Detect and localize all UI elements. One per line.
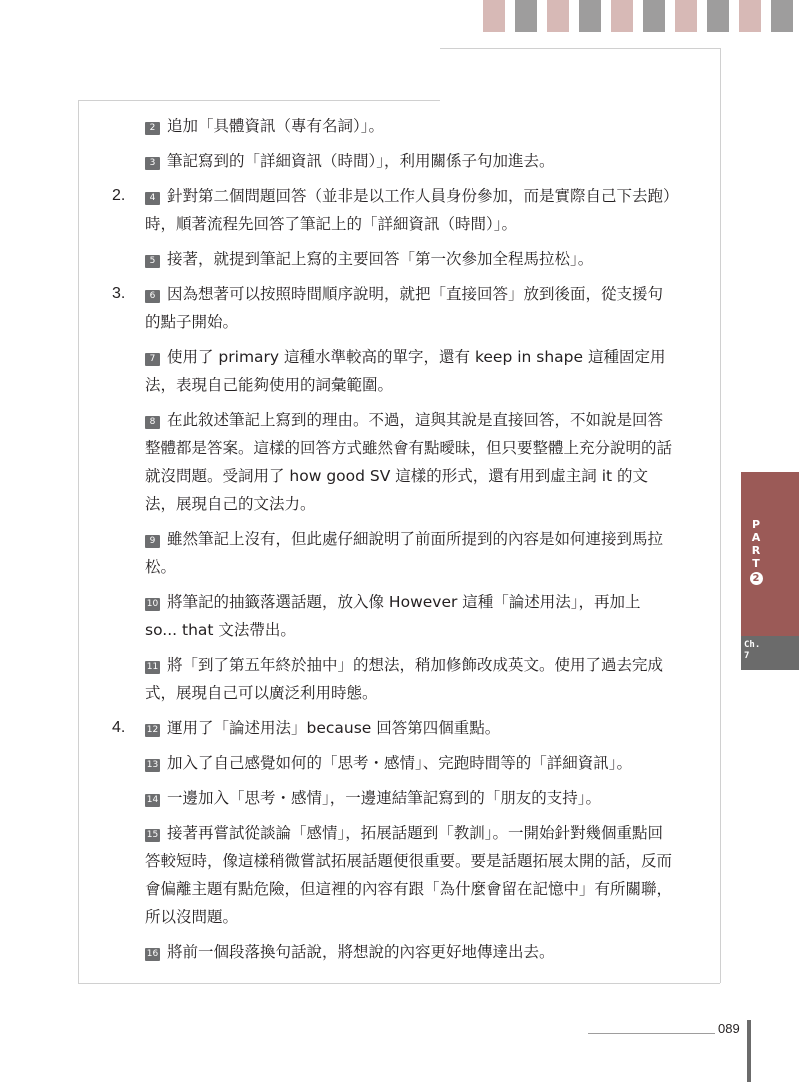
list-item xyxy=(112,749,672,777)
stripe xyxy=(707,0,729,32)
item-badge: 3 xyxy=(145,157,160,170)
frame-corner xyxy=(440,48,721,101)
stripe xyxy=(579,0,601,32)
stripe xyxy=(515,0,537,32)
item-badge: 10 xyxy=(146,599,159,609)
stripe xyxy=(611,0,633,32)
frame-line-right xyxy=(720,100,721,983)
list-item xyxy=(112,651,672,707)
item-text: 針對第二個問題回答（並非是以工作人員身份參加，而是實際自己下去跑）時，順著流程先回答了筆記上的「詳細資訊（時間）」。 xyxy=(145,187,671,233)
chapter-prefix: Ch. xyxy=(744,640,761,650)
item-badge: 5 xyxy=(145,255,160,268)
page-number: 089 xyxy=(718,1021,740,1036)
stripe xyxy=(675,0,697,32)
item-text: 將前一個段落換句話說，將想說的內容更好地傳達出去。 xyxy=(167,943,555,961)
notes-content xyxy=(112,112,672,973)
part-number: 2 xyxy=(750,572,763,585)
item-text: 使用了 primary 這種水準較高的單字，還有 keep in shape 這種固定用法，表現自己能夠使用的詞彙範圍。 xyxy=(145,348,666,394)
item-badge: 12 xyxy=(146,725,159,735)
item-badge: 4 xyxy=(145,192,160,205)
item-text: 雖然筆記上沒有，但此處仔細說明了前面所提到的內容是如何連接到馬拉松。 xyxy=(145,530,664,576)
chapter-label xyxy=(744,640,760,662)
item-badge: 13 xyxy=(146,760,159,770)
item-badge: 7 xyxy=(145,353,160,366)
item-text: 接著再嘗試從談論「感情」，拓展話題到「教訓」。一開始針對幾個重點回答較短時，像這樣稍微嘗試拓展話題便很重要。要是話題拓展太開的話，反而會偏離主題有點危險，但這裡的內容有跟「為什麼會留在記憶中」有所關聯，所以沒問題。 xyxy=(145,824,673,926)
page-number-rule xyxy=(588,1033,715,1034)
item-text: 接著，就提到筆記上寫的主要回答「第一次參加全程馬拉松」。 xyxy=(167,250,594,268)
list-item xyxy=(112,714,672,742)
item-text: 因為想著可以按照時間順序說明，就把「直接回答」放到後面，從支援句的點子開始。 xyxy=(145,285,664,331)
list-item xyxy=(112,147,672,175)
part-label xyxy=(748,518,764,585)
item-badge: 9 xyxy=(145,535,160,548)
item-badge: 8 xyxy=(145,416,160,429)
part-letter: T xyxy=(752,557,760,570)
item-text: 在此敘述筆記上寫到的理由。不過，這與其說是直接回答，不如說是回答整體都是答案。這樣的回答方式雖然會有點曖昧，但只要整體上充分說明的話就沒問題。受詞用了 how good SV 這樣的形式，還有用到虛主詞 it 的文法，展現自己的文法力。 xyxy=(145,411,673,513)
part-letter: R xyxy=(751,544,761,557)
page-edge-bar xyxy=(747,1020,751,1082)
item-text: 將筆記的抽籤落選話題，放入像 However 這種「論述用法」，再加上 so... that 文法帶出。 xyxy=(145,593,641,639)
item-text: 加入了自己感覺如何的「思考・感情」、完跑時間等的「詳細資訊」。 xyxy=(167,754,633,772)
item-badge: 14 xyxy=(146,795,159,805)
list-item xyxy=(112,938,672,966)
list-item xyxy=(112,343,672,399)
list-item xyxy=(112,245,672,273)
item-badge: 11 xyxy=(146,662,159,672)
stripe xyxy=(483,0,505,32)
item-text: 筆記寫到的「詳細資訊（時間）」，利用關係子句加進去。 xyxy=(167,152,555,170)
list-item xyxy=(112,588,672,644)
frame-line-left xyxy=(78,100,79,983)
frame-line-top xyxy=(78,100,440,101)
stripe xyxy=(771,0,793,32)
chapter-number: 7 xyxy=(744,651,750,661)
part-letter: P xyxy=(751,518,761,531)
list-number: 2. xyxy=(112,187,126,204)
item-text: 將「到了第五年終於抽中」的想法，稍加修飾改成英文。使用了過去完成式，展現自己可以廣泛利用時態。 xyxy=(145,656,664,702)
item-badge: 15 xyxy=(146,830,159,840)
list-number: 4. xyxy=(112,719,126,736)
stripe xyxy=(547,0,569,32)
part-letter: A xyxy=(751,531,761,544)
list-item xyxy=(112,525,672,581)
list-item xyxy=(112,784,672,812)
list-item xyxy=(112,819,672,931)
list-item xyxy=(112,112,672,140)
frame-line-bottom xyxy=(78,983,720,984)
header-stripes xyxy=(483,0,799,32)
item-text: 一邊加入「思考・感情」，一邊連結筆記寫到的「朋友的支持」。 xyxy=(167,789,602,807)
list-item xyxy=(112,406,672,518)
item-text: 運用了「論述用法」because 回答第四個重點。 xyxy=(167,719,501,737)
stripe xyxy=(739,0,761,32)
item-badge: 2 xyxy=(145,122,160,135)
list-number: 3. xyxy=(112,285,126,302)
item-text: 追加「具體資訊（專有名詞）」。 xyxy=(167,117,385,135)
item-badge: 16 xyxy=(146,949,159,959)
list-item xyxy=(112,182,672,238)
list-item xyxy=(112,280,672,336)
item-badge: 6 xyxy=(145,290,160,303)
stripe xyxy=(643,0,665,32)
